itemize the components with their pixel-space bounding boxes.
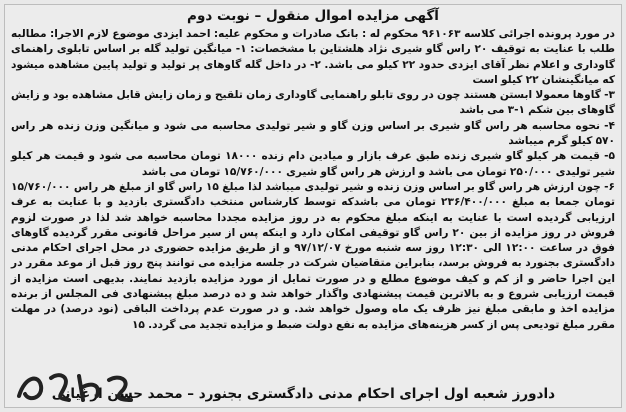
paragraph-intro: در مورد پرونده اجرائی کلاسه ۹۶۱۰۶۳ محکوم له : بانک صادرات و محکوم علیه: احمد ایزدی موضوع لازم الاجرا: مطالبه طلب با عنایت به توقیف ۲۰ راس گاو شیری نژاد هلشتاین با مشخصات: ۱- میانگین تولید گله بر اساس تابلوی راهنمای گاوداری و اعلام نظر آقای ایزدی حدود ۲۲ کیلو می باشد. ۲- در داخل گله گاوهای پر تولید و تولید پایین مشاهده میشود که میانگینشان ۲۲ کیلو است: [11, 28, 615, 86]
notice-body: [11, 27, 615, 333]
paragraph-6: ۶- چون ارزش هر راس گاو بر اساس وزن زنده و شیر تولیدی میباشد لذا مبلغ ۱۵ راس گاو از مبلغ هر راس ۱۵/۷۶۰/۰۰۰ تومان جمعا به مبلغ ۲۳۶/۴۰۰/۰۰۰ تومان می باشدکه توسط کارشناس منتخب دادگستری بازدید و با عنایت به عرف ارزیابی گردیده است با عنایت به اینکه مبلغ محکوم به در روز مزایده مجددا محاسبه خواهد شد لذا در صورت لزوم فروش در روز مزایده از بین ۲۰ راس گاو توقیفی امکان دارد و اینکه پس از سیر مراحل قانونی مقرر گردیده گاوهای فوق در ساعت ۱۲:۰۰ الی ۱۲:۳۰ روز سه شنبه مورخ ۹۷/۱۲/۰۷ و از طریق مزایده حضوری در محل اجرای احکام مدنی دادگستری بجنورد به فروش برسد، بنابراین متقاضیان شرکت در جلسه مزایده می توانند پنج روز قبل از موعد مقرر در این اجرا حاضر و از کم و کیف موضوع مطلع و در صورت تمایل از مورد مزایده بازدید نمایند. بدیهی است مزایده از قیمت ارزیابی شروع و به بالاترین قیمت پیشنهادی واگذار خواهد شد و ده درصد مبلغ پیشنهادی فی المجلس از برنده مزایده اخذ و مابقی مبلغ نیز ظرف یک ماه وصول خواهد شد. و در صورت عدم پرداخت الباقی (نود درصد) در مهلت مقرر مبلغ تودیعی پس از کسر هزینه‌های مزایده به نفع دولت ضبط و مزایده تجدید می گردد. ۱۵: [11, 180, 616, 331]
paragraph-5: ۵- قیمت هر کیلو گاو شیری زنده طبق عرف بازار و میادین دام زنده ۱۸۰۰۰ تومان محاسبه می شود و قیمت هر کیلو شیر تولیدی ۲۵۰/۰۰۰ تومان می باشد و ارزش هر راس گاو شیری ۱۵/۷۶۰/۰۰۰ تومان می باشد: [11, 150, 615, 178]
paragraph-3: ۳- گاوها معمولا ابستن هستند چون در روی تابلو راهنمایی گاوداری زمان تلقیح و زمان زایش قابل مشاهده بود و زایش گاوهای بین شکم ۱-۳ می باشد: [11, 89, 615, 117]
handwritten-number-stamp: [11, 366, 141, 406]
paragraph-4: ۴- نحوه محاسبه هر راس گاو شیری بر اساس وزن گاو و شیر تولیدی محاسبه می شود و میانگین وزن زنده هر راس ۵۷۰ کیلو گرم میباشد: [11, 119, 615, 148]
notice-footer: [11, 380, 615, 404]
notice-title: آگهی مزایده اموال منقول – نوبت دوم: [187, 8, 439, 24]
auction-notice: [4, 4, 622, 408]
signature-line: دادورز شعبه اول اجرای احکام مدنی دادگستری بجنورد – محمد حسن ارغیانی: [51, 386, 555, 402]
